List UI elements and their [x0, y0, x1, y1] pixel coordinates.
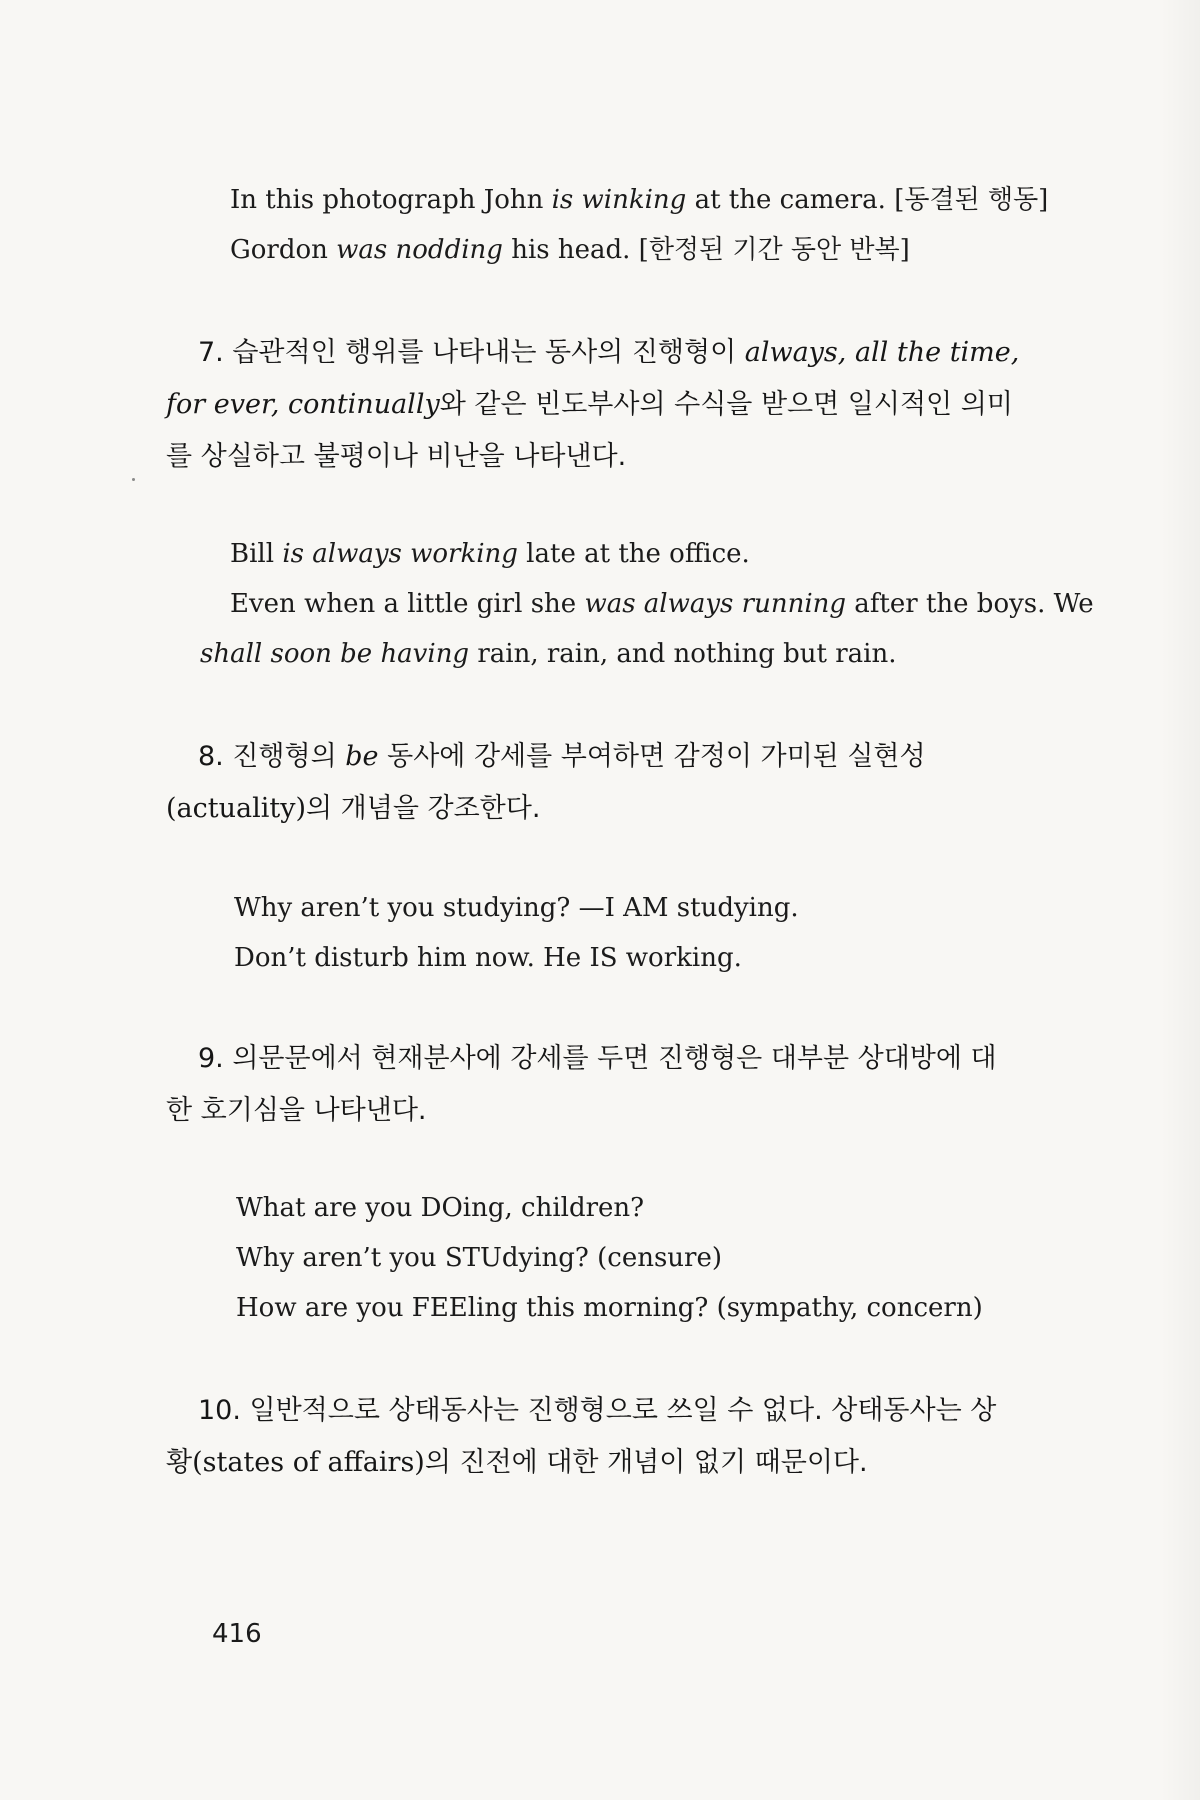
rule-9-line: 9. 의문문에서 현재분사에 강세를 두면 진행형은 대부분 상대방에 대: [198, 1043, 997, 1074]
example-text: Even when a little girl she: [230, 589, 585, 619]
example-text: In this photograph John: [230, 185, 552, 215]
example-italic: was nodding: [336, 235, 503, 265]
rule-italic: for ever, continually: [166, 389, 440, 420]
rule-8-line: [166, 792, 540, 826]
rule-text: 8. 진행형의: [198, 741, 346, 772]
example-text: late at the office.: [517, 539, 750, 569]
rule-text: 의 진전에 대한 개념이 없기 때문이다.: [424, 1447, 868, 1478]
page-number: 416: [212, 1619, 262, 1649]
rule-9-line: 한 호기심을 나타낸다.: [166, 1095, 427, 1126]
example-line: [230, 588, 1094, 620]
rule-10-line: [166, 1446, 868, 1480]
page-edge-shadow: [1160, 0, 1200, 1800]
example-text: Gordon: [230, 235, 337, 265]
scan-speck: [132, 478, 135, 481]
example-text: Bill: [230, 539, 283, 569]
rule-7-line: 를 상실하고 불평이나 비난을 나타낸다.: [166, 441, 627, 472]
example-text: after the boys. We: [846, 589, 1094, 619]
example-italic: is winking: [551, 185, 687, 215]
rule-10-line: 10. 일반적으로 상태동사는 진행형으로 쓰일 수 없다. 상태동사는 상: [198, 1395, 997, 1426]
example-italic: shall soon be having: [200, 639, 470, 669]
rule-latin: (actuality): [166, 793, 306, 824]
example-line: [200, 638, 896, 670]
example-line: [230, 184, 1048, 216]
rule-text: 와 같은 빈도부사의 수식을 받으면 일시적인 의미: [439, 389, 1013, 420]
example-line: How are you FEEling this morning? (sympathy, concern): [236, 1293, 983, 1323]
example-line: [230, 538, 750, 570]
example-line: What are you DOing, children?: [236, 1193, 645, 1223]
rule-7-line: [166, 388, 1013, 422]
example-text: at the camera. [동결된 행동]: [686, 185, 1049, 215]
example-line: Why aren’t you studying? —I AM studying.: [234, 893, 799, 923]
rule-8-line: [198, 740, 926, 774]
example-text: rain, rain, and nothing but rain.: [469, 639, 897, 669]
example-italic: was always running: [584, 589, 847, 619]
example-italic: is always working: [282, 539, 518, 569]
rule-text: 황: [166, 1447, 193, 1478]
rule-text: 7. 습관적인 행위를 나타내는 동사의 진행형이: [198, 337, 745, 368]
example-line: Why aren’t you STUdying? (censure): [236, 1243, 723, 1273]
example-line: [230, 234, 910, 266]
rule-7-line: [198, 336, 1019, 370]
example-line: Don’t disturb him now. He IS working.: [234, 943, 742, 973]
rule-text: 의 개념을 강조한다.: [306, 793, 541, 824]
rule-latin: (states of affairs): [192, 1447, 425, 1478]
example-text: his head. [한정된 기간 동안 반복]: [502, 235, 910, 265]
rule-italic: be: [345, 741, 379, 772]
rule-italic: always, all the time,: [744, 337, 1020, 368]
rule-text: 동사에 강세를 부여하면 감정이 가미된 실현성: [378, 741, 926, 772]
